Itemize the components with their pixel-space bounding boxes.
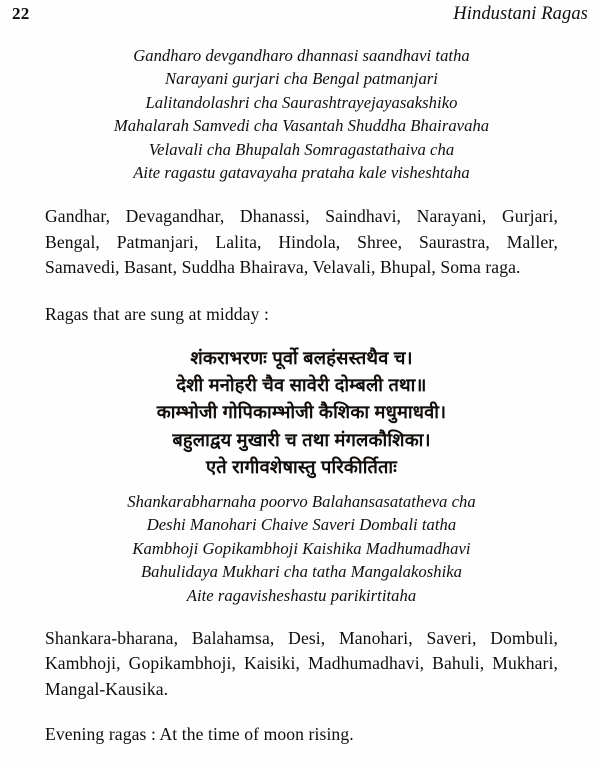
verse-line: Gandharo devgandharo dhannasi saandhavi tatha bbox=[133, 46, 470, 65]
devanagari-line: काम्भोजी गोपिकाम्भोजी कैशिका मधुमाधवी। bbox=[156, 402, 447, 423]
verse-line: Bahulidaya Mukhari cha tatha Mangalakoshika bbox=[140, 562, 463, 582]
verse-line: Deshi Manohari Chaive Saveri Dombali tatha bbox=[146, 515, 457, 535]
verse-midday-transliteration bbox=[45, 490, 558, 607]
devanagari-line: एते रागीवशेषास्तु परिकीर्तिताः bbox=[206, 456, 397, 477]
heading-evening-ragas: Evening ragas : At the time of moon rising. bbox=[45, 723, 354, 744]
verse-line: Aite ragavisheshastu parikirtitaha bbox=[186, 585, 417, 605]
verse-midday-devanagari bbox=[45, 345, 558, 481]
verse-line: Aite ragastu gatavayaha prataha kale visheshtaha bbox=[133, 163, 470, 183]
text-column bbox=[45, 44, 558, 764]
verse-line: Narayani gurjari cha Bengal patmanjari bbox=[165, 69, 438, 89]
paragraph-midday-ragas: Shankara-bharana, Balahamsa, Desi, Manohari, Saveri, Dombuli, Kambhoji, Gopikambhoji, Kaisiki, Madhumadhavi, Bahuli, Mukhari, Mangal-Kausika. bbox=[45, 627, 558, 699]
devanagari-line: देशी मनोहरी चैव सावेरी दोम्बली तथा॥ bbox=[176, 375, 427, 396]
devanagari-line: बहुलाद्वय मुखारी च तथा मंगलकौशिका। bbox=[172, 429, 431, 450]
devanagari-line: शंकराभरणः पूर्वो बलहंसस्तथैव च। bbox=[190, 347, 413, 368]
verse-line: Lalitandolashri cha Saurashtrayejayasakshiko bbox=[145, 92, 458, 112]
heading-midday-ragas: Ragas that are sung at midday : bbox=[45, 304, 269, 325]
page-number: 22 bbox=[12, 4, 30, 23]
verse-line: Kambhoji Gopikambhoji Kaishika Madhumadhavi bbox=[132, 538, 471, 558]
verse-morning-transliteration bbox=[45, 44, 558, 184]
verse-line: Shankarabharnaha poorvo Balahansasatatheva cha bbox=[127, 491, 476, 511]
paragraph-morning-ragas: Gandhar, Devagandhar, Dhanassi, Saindhavi, Narayani, Gurjari, Bengal, Patmanjari, Lalita, Hindola, Shree, Saurastra, Maller, Samavedi, Basant, Suddha Bhairava, Velavali, Bhupal, Soma raga. bbox=[45, 206, 558, 278]
verse-line: Velavali cha Bhupalah Somragastathaiva cha bbox=[148, 139, 455, 159]
running-title: Hindustani Ragas bbox=[453, 4, 588, 24]
verse-line: Mahalarah Samvedi cha Vasantah Shuddha Bhairavaha bbox=[113, 116, 490, 136]
running-head bbox=[12, 4, 588, 28]
